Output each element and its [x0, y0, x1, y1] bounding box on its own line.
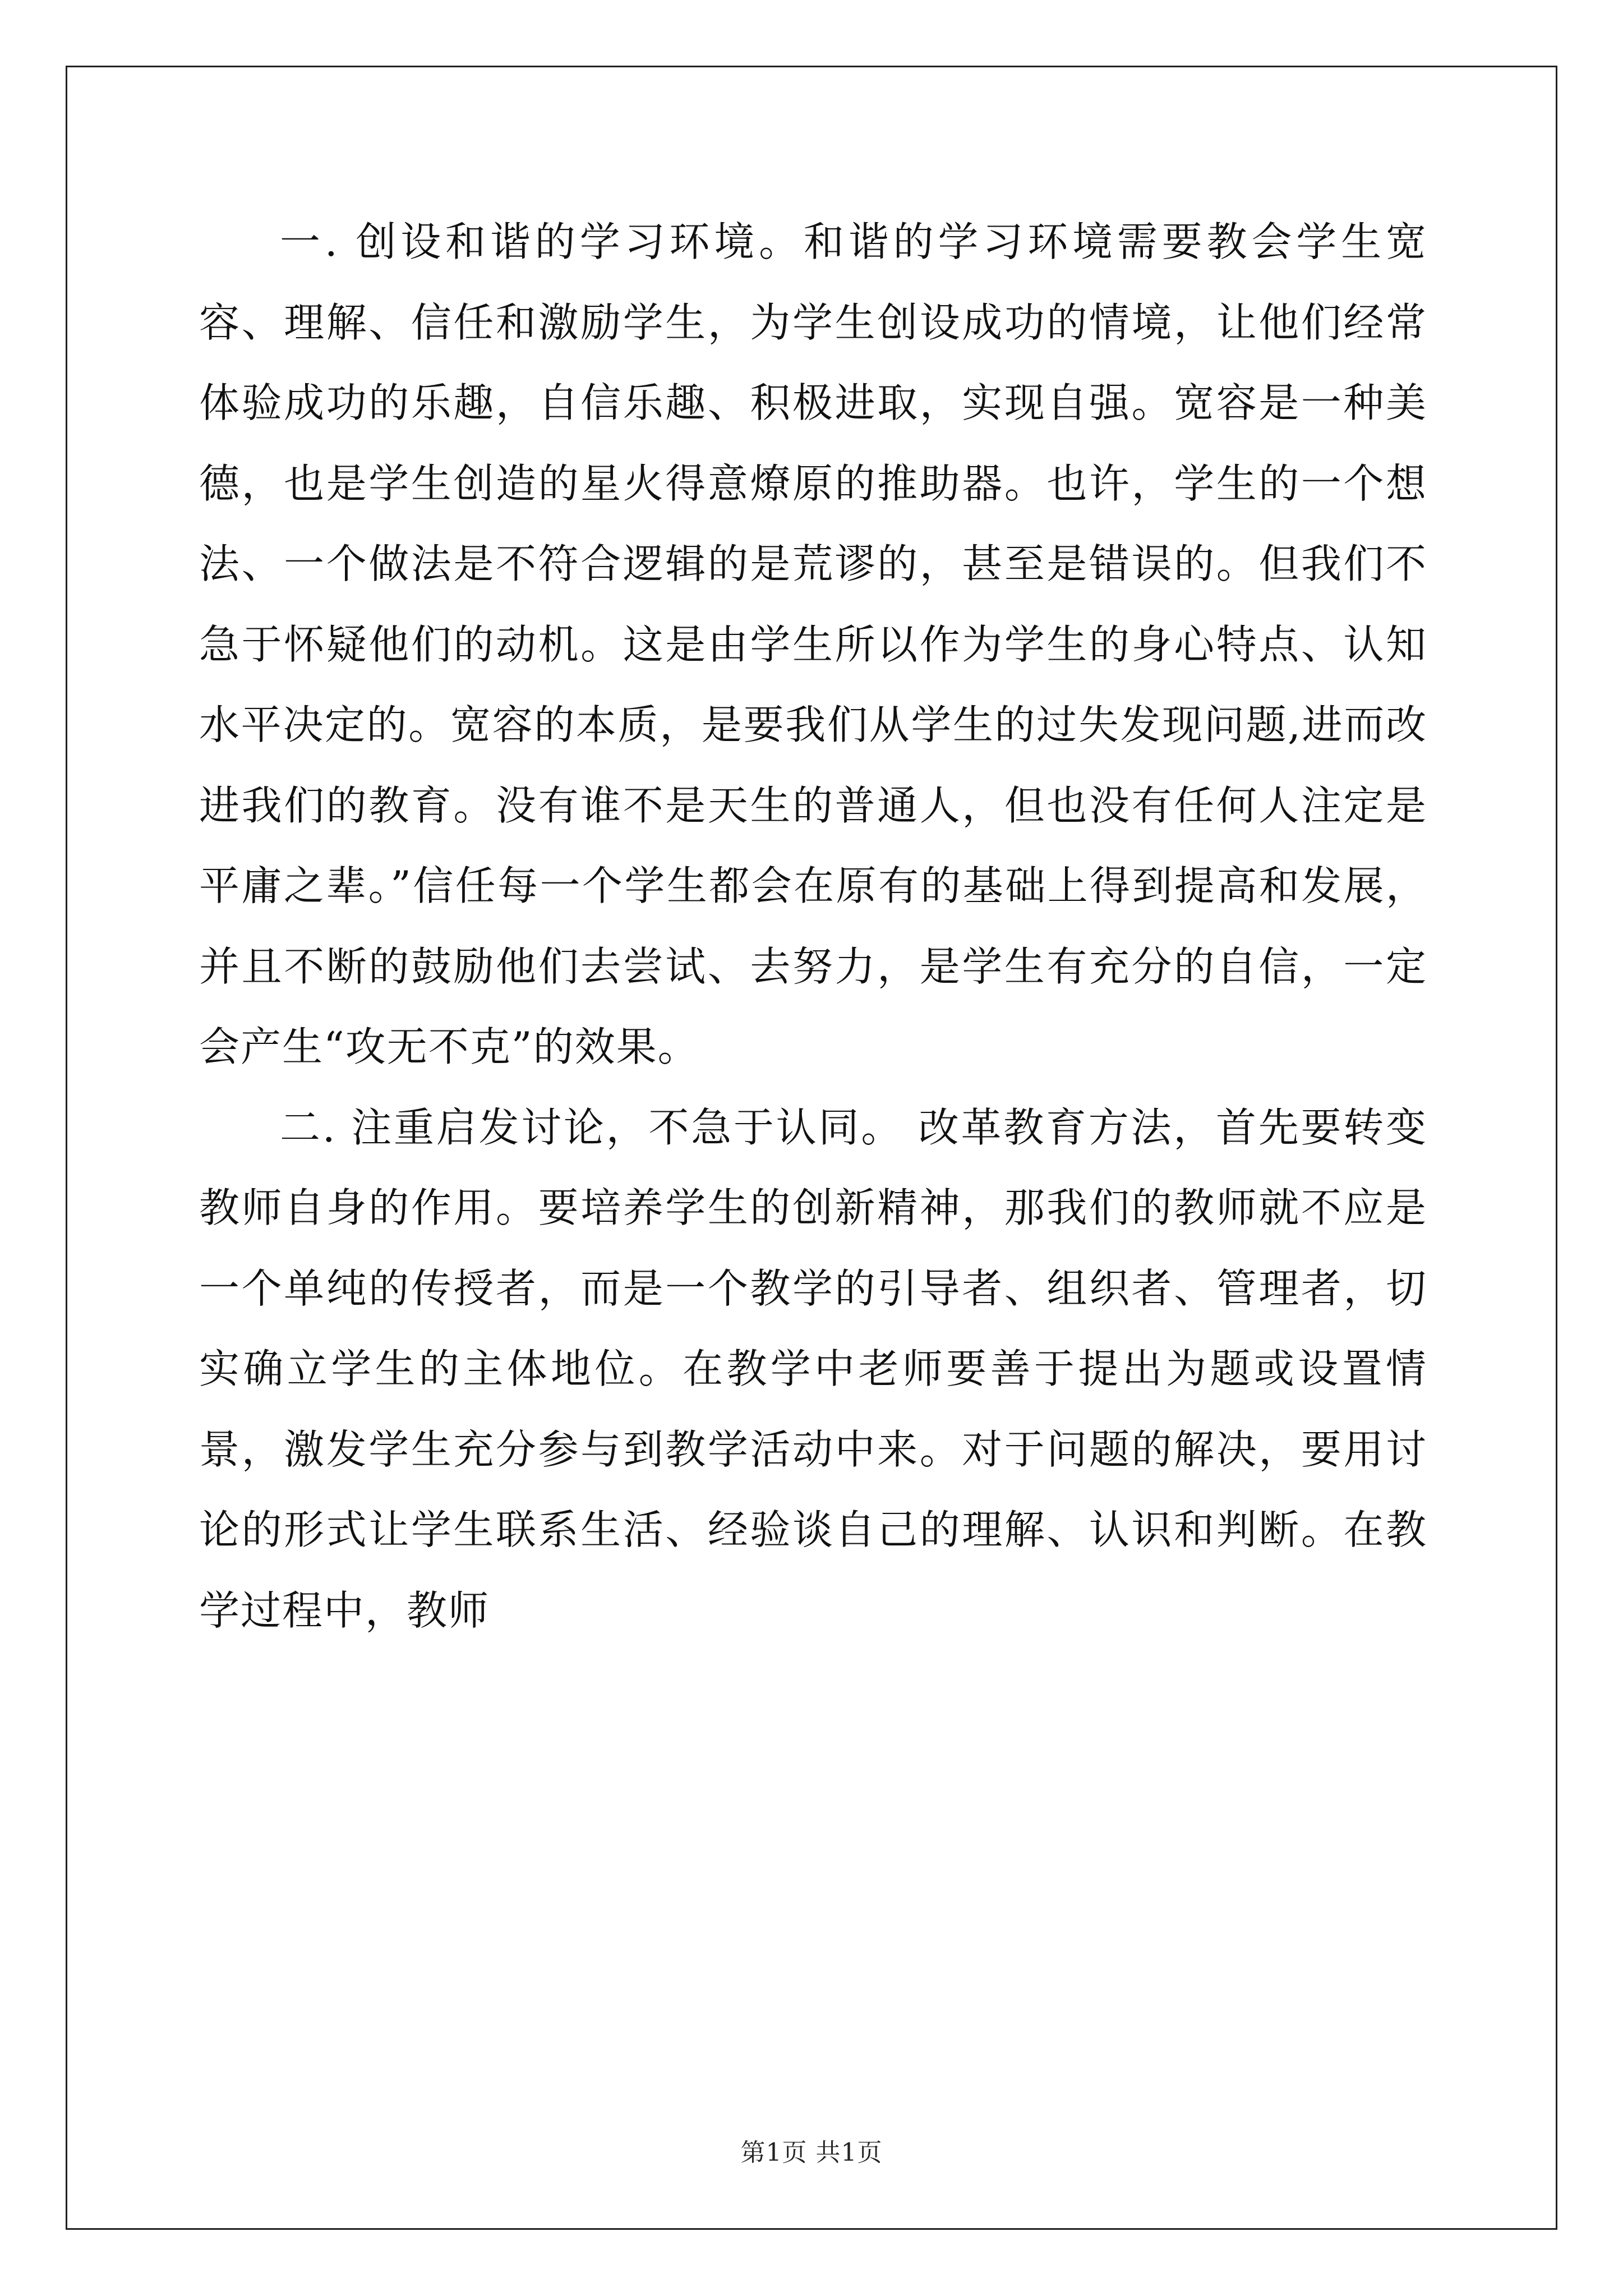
paragraph-1: 一. 创设和谐的学习环境。和谐的学习环境需要教会学生宽容、理解、信任和激励学生，为学生创设成功的情境，让他们经常体验成功的乐趣，自信乐趣、积极进取，实现自强。宽容是一种美德，也是学生创造的星火得意燎原的推助器。也许，学生的一个想法、一个做法是不符合逻辑的是荒谬的，甚至是错误的。但我们不急于怀疑他们的动机。这是由学生所以作为学生的身心特点、认知水平决定的。宽容的本质，是要我们从学生的过失发现问题,进而改进我们的教育。没有谁不是天生的普通人，但也没有任何人注定是平庸之辈。”信任每一个学生都会在原有的基础上得到提高和发展，并且不断的鼓励他们去尝试、去努力，是学生有充分的自信，一定会产生“攻无不克”的效果。 — [199, 218, 1427, 1070]
paragraph-2: 二. 注重启发讨论，不急于认同。 改革教育方法，首先要转变教师自身的作用。要培养学生的创新精神，那我们的教师就不应是一个单纯的传授者，而是一个教学的引导者、组织者、管理者，切实确立学生的主体地位。在教学中老师要善于提出为题或设置情景，激发学生充分参与到教学活动中来。对于问题的解决，要用讨论的形式让学生联系生活、经验谈自己的理解、认识和判断。在教学过程中，教师 — [199, 1103, 1427, 1634]
page-footer: 第1页 共1页 — [740, 2138, 883, 2167]
document-body — [199, 202, 1427, 1651]
